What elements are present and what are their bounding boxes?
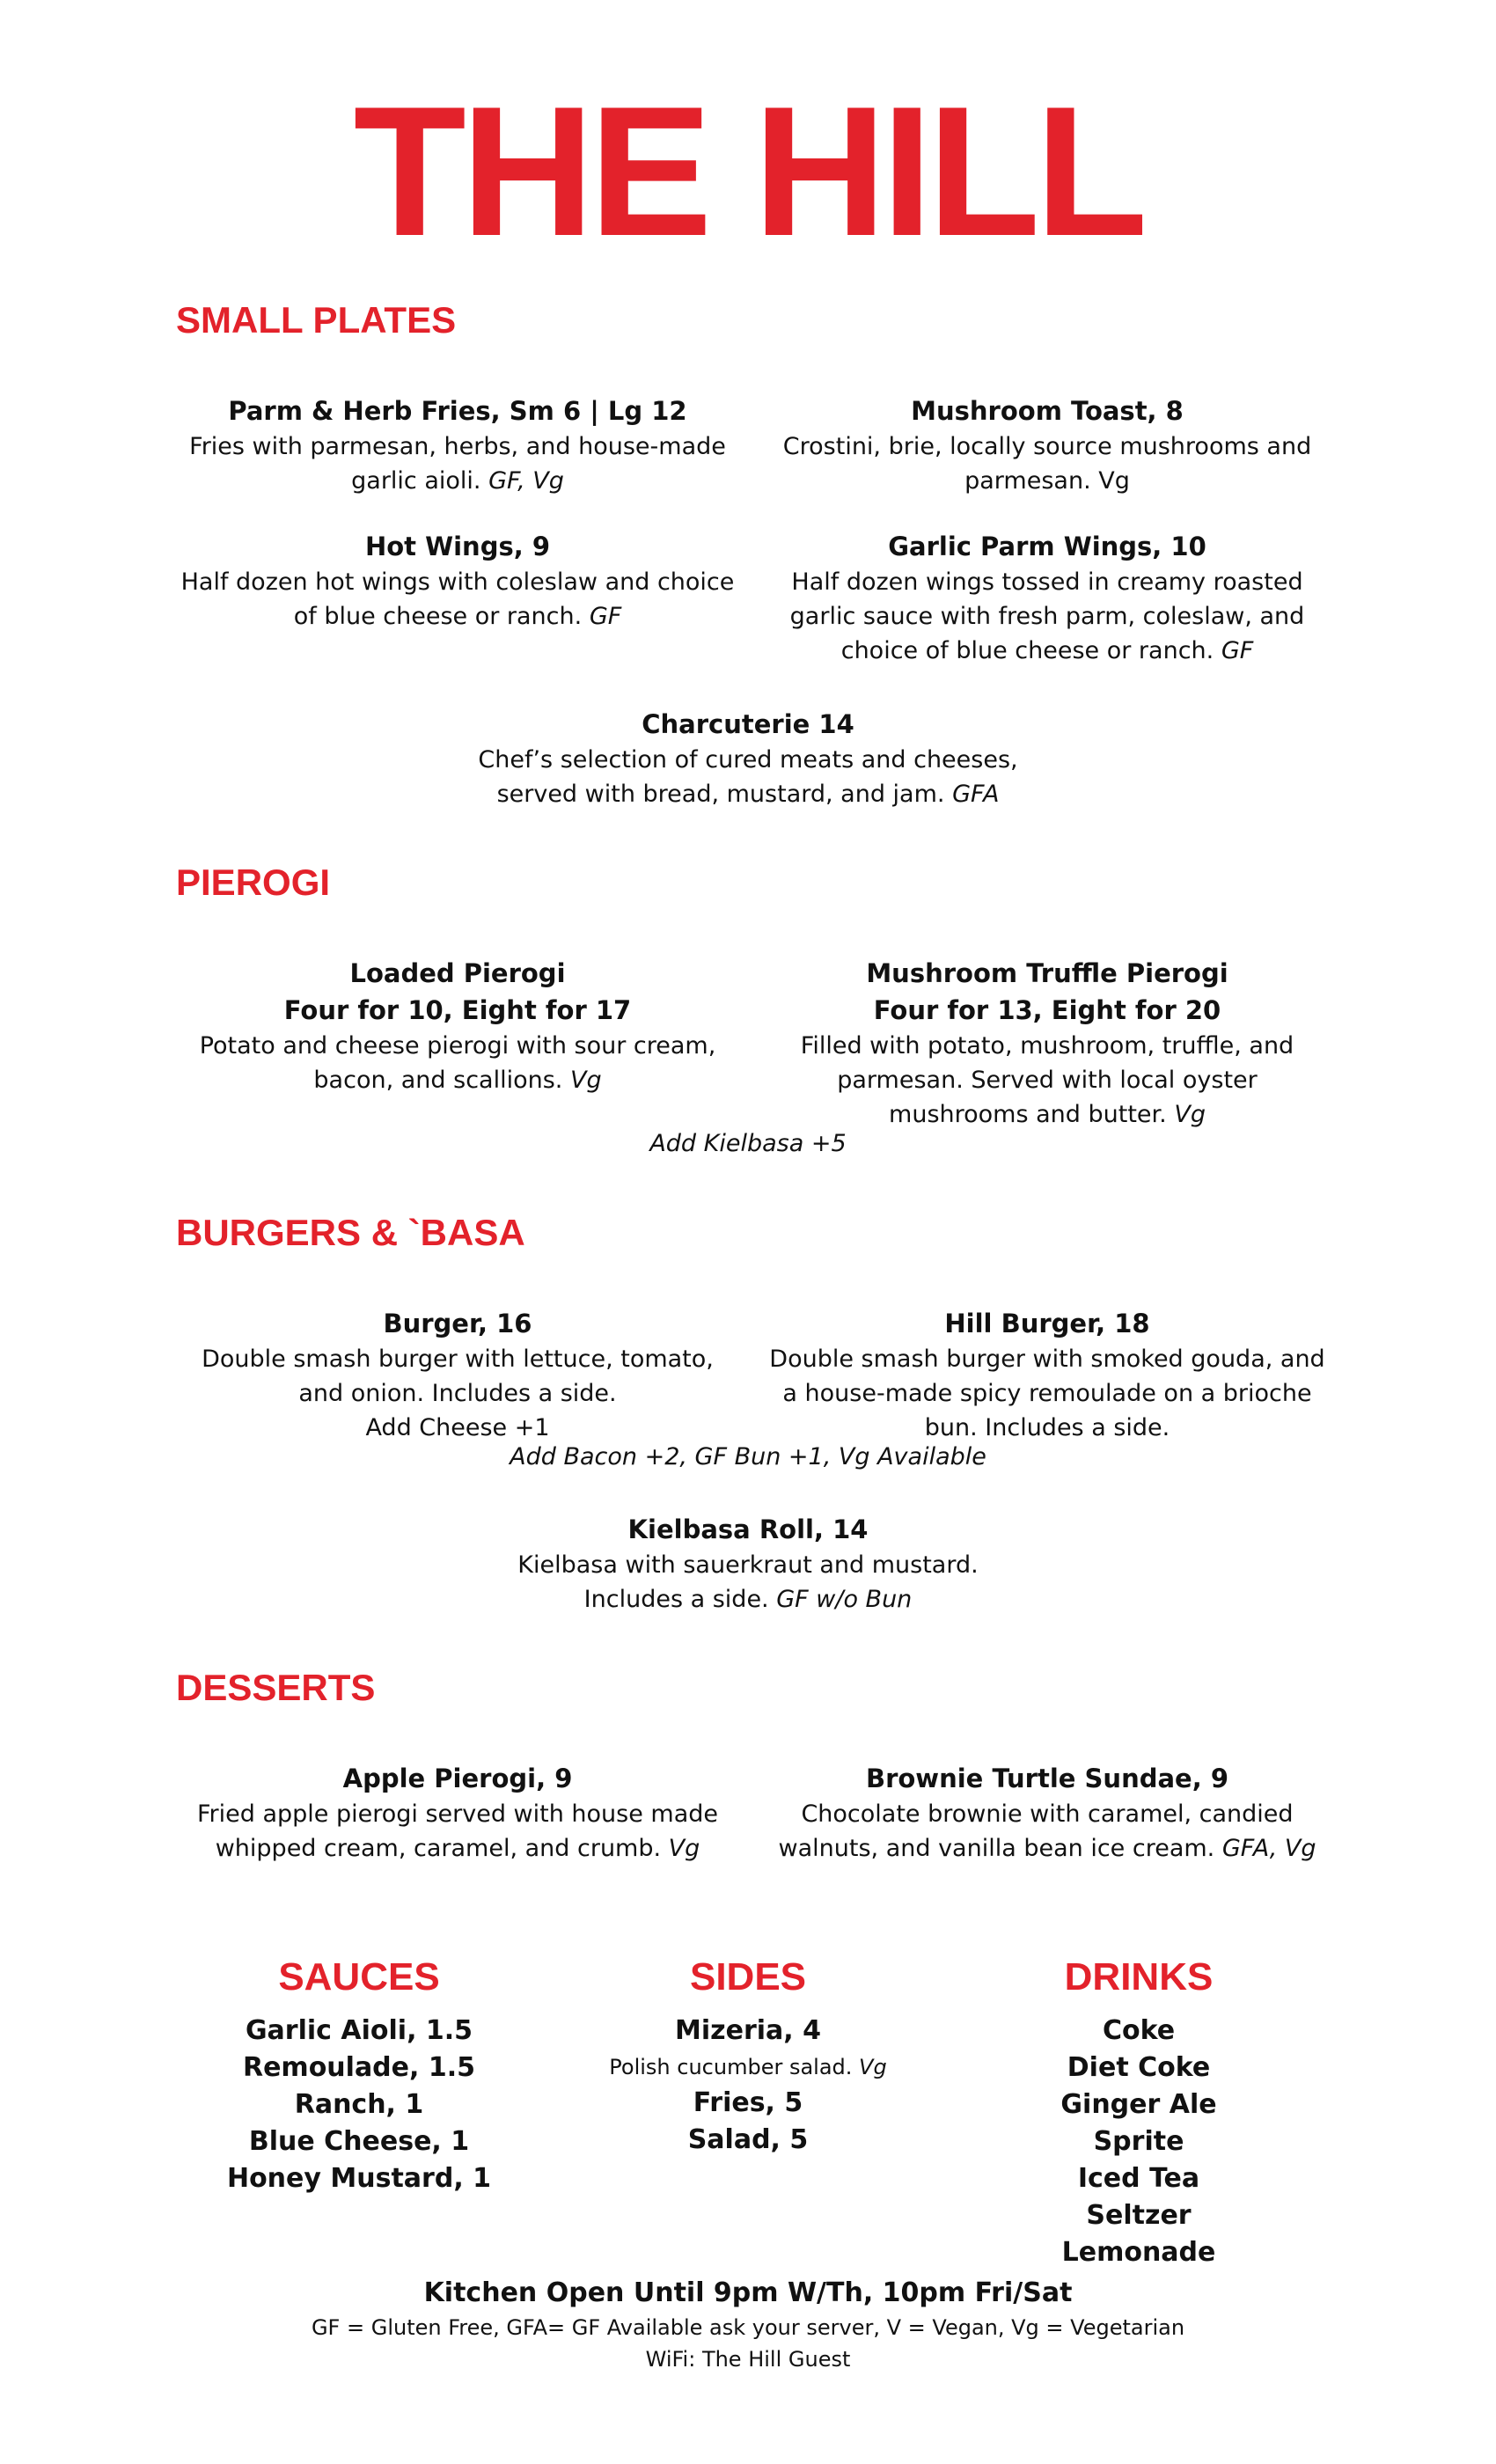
add-on-note: Add Bacon +2, GF Bun +1, Vg Available (510, 1443, 986, 1470)
item-description: Polish cucumber salad. Vg (609, 2055, 887, 2079)
item-extra: Add Cheese +1 (365, 1414, 550, 1441)
dietary-tag: Vg (569, 1067, 602, 1094)
dietary-tag: Vg (1174, 1101, 1206, 1128)
list-item: Sprite (1093, 2126, 1184, 2157)
section-heading-pierogi: PIEROGI (176, 862, 331, 903)
item-description: Chocolate brownie with caramel, candied walnuts, and vanilla bean ice cream. GFA, Vg (778, 1800, 1316, 1862)
dietary-tag: GF w/o Bun (776, 1586, 913, 1613)
item-price: Four for 13, Eight for 20 (873, 995, 1221, 1025)
item-name: Mushroom Toast, 8 (911, 396, 1184, 426)
list-item: Fries, 5 (693, 2087, 803, 2118)
item-description: Filled with potato, mushroom, truffle, and parmesan. Served with local oyster mushrooms and butter. Vg (800, 1032, 1294, 1128)
list-item: Iced Tea (1077, 2163, 1200, 2194)
section-heading-desserts: DESSERTS (176, 1667, 376, 1708)
dietary-tag: GF (1221, 637, 1254, 664)
dietary-tag: GF (589, 603, 622, 630)
list-item: Lemonade (1061, 2237, 1216, 2268)
menu-item (458, 706, 1038, 811)
menu-item (176, 392, 739, 498)
item-name: Burger, 16 (383, 1309, 532, 1338)
list-item: Diet Coke (1067, 2052, 1211, 2083)
item-description: Kielbasa with sauerkraut and mustard. Includes a side. GF w/o Bun (517, 1551, 979, 1613)
menu-item (766, 1305, 1329, 1445)
item-name: Apple Pierogi, 9 (342, 1764, 573, 1793)
item-name: Hill Burger, 18 (944, 1309, 1150, 1338)
item-description: Double smash burger with lettuce, tomato, and onion. Includes a side. (202, 1346, 714, 1407)
menu-item (766, 1760, 1329, 1866)
item-name: Mushroom Truffle Pierogi (866, 958, 1228, 988)
section-heading-drinks: DRINKS (1064, 1955, 1214, 1998)
item-description: Half dozen hot wings with coleslaw and choice of blue cheese or ranch. GF (180, 568, 735, 630)
dietary-tag: Vg (859, 2055, 887, 2079)
menu-item (766, 528, 1329, 668)
item-name: Parm & Herb Fries, Sm 6 | Lg 12 (228, 396, 687, 426)
list-item: Remoulade, 1.5 (242, 2052, 475, 2083)
item-name: Loaded Pierogi (349, 958, 566, 988)
list-item: Blue Cheese, 1 (248, 2126, 470, 2157)
add-on-note: Add Kielbasa +5 (649, 1130, 847, 1157)
item-name: Charcuterie 14 (642, 709, 854, 739)
item-description: Crostini, brie, locally source mushrooms and parmesan. Vg (782, 433, 1312, 495)
menu-item (176, 955, 739, 1097)
dietary-tag: GF, Vg (488, 467, 564, 495)
dietary-tag: Vg (668, 1835, 700, 1862)
menu-item (493, 1511, 1003, 1617)
item-name: Garlic Parm Wings, 10 (888, 532, 1206, 561)
menu-item (766, 392, 1329, 498)
restaurant-title: THE HILL (353, 68, 1143, 275)
section-heading-burgers: BURGERS & `BASA (176, 1212, 525, 1253)
item-name: Brownie Turtle Sundae, 9 (865, 1764, 1229, 1793)
dietary-tag: GFA (952, 781, 1000, 808)
menu-item (176, 1760, 739, 1866)
item-description: Chef’s selection of cured meats and cheeses, served with bread, mustard, and jam. GFA (478, 746, 1018, 808)
item-description: Double smash burger with smoked gouda, and a house-made spicy remoulade on a brioche bun. Includes a side. (769, 1346, 1325, 1441)
wifi-info: WiFi: The Hill Guest (645, 2347, 851, 2372)
list-item: Mizeria, 4 (675, 2015, 821, 2046)
list-item: Ranch, 1 (294, 2089, 424, 2120)
section-heading-sides: SIDES (689, 1955, 807, 1998)
menu-item (176, 528, 739, 634)
item-description: Fries with parmesan, herbs, and house-made garlic aioli. GF, Vg (189, 433, 726, 495)
sides-column (563, 1951, 933, 2159)
item-description: Fried apple pierogi served with house made whipped cream, caramel, and crumb. Vg (196, 1800, 719, 1862)
sauces-column (174, 1951, 544, 2197)
drinks-column (954, 1951, 1324, 2271)
item-price: Four for 10, Eight for 17 (283, 995, 632, 1025)
dietary-legend: GF = Gluten Free, GFA= GF Available ask your server, V = Vegan, Vg = Vegetarian (311, 2315, 1185, 2340)
list-item: Honey Mustard, 1 (226, 2163, 492, 2194)
list-item: Ginger Ale (1060, 2089, 1217, 2120)
item-name: Kielbasa Roll, 14 (627, 1514, 869, 1544)
menu-item (766, 955, 1329, 1132)
dietary-tag: GFA, Vg (1221, 1835, 1316, 1862)
list-item: Salad, 5 (687, 2124, 809, 2155)
footer (0, 2275, 1496, 2375)
list-item: Seltzer (1086, 2200, 1192, 2231)
kitchen-hours: Kitchen Open Until 9pm W/Th, 10pm Fri/Sat (423, 2277, 1073, 2308)
section-heading-small-plates: SMALL PLATES (176, 299, 457, 341)
item-description: Potato and cheese pierogi with sour cream, bacon, and scallions. Vg (199, 1032, 716, 1094)
menu-item (176, 1305, 739, 1445)
item-name: Hot Wings, 9 (364, 532, 551, 561)
item-description: Half dozen wings tossed in creamy roasted garlic sauce with fresh parm, coleslaw, and choice of blue cheese or ranch. GF (789, 568, 1305, 664)
section-heading-sauces: SAUCES (278, 1955, 440, 1998)
list-item: Garlic Aioli, 1.5 (245, 2015, 473, 2046)
list-item: Coke (1102, 2015, 1176, 2046)
